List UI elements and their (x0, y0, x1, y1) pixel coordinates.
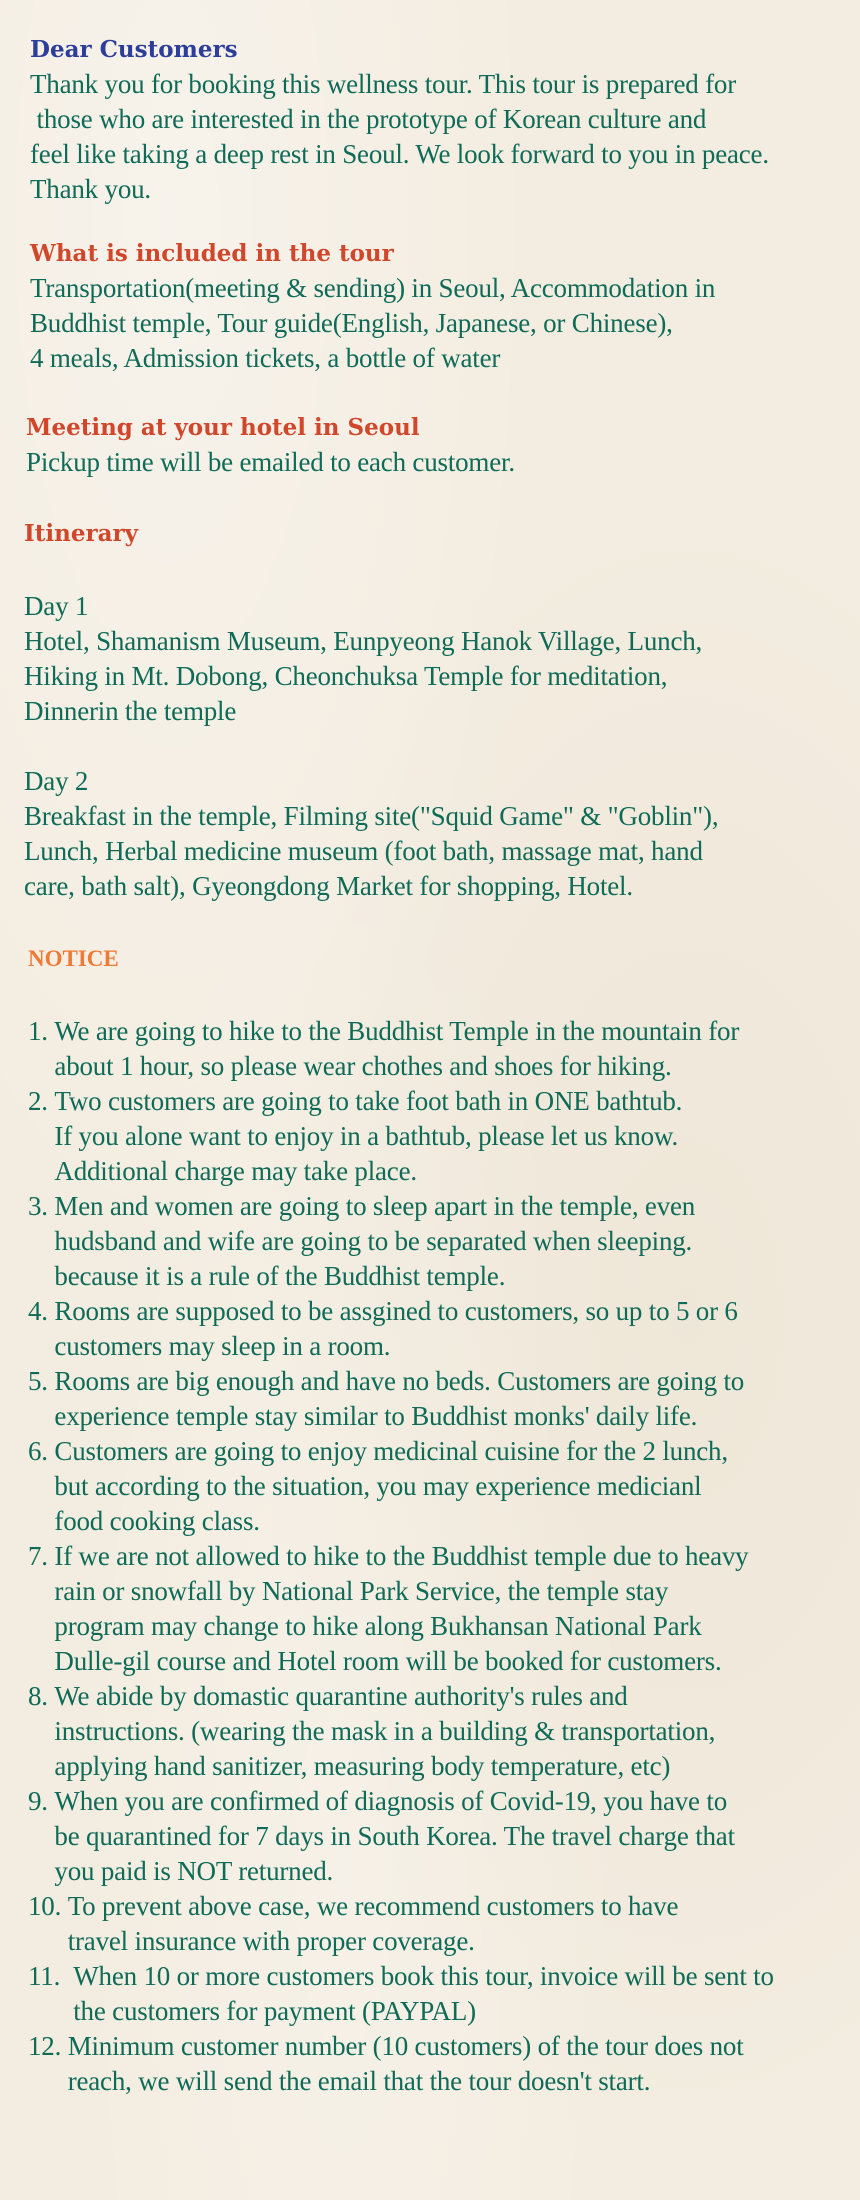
notice-line: We are going to hike to the Buddhist Temple in the mountain for (54, 1016, 740, 1046)
itinerary-day-2 (24, 764, 844, 904)
day-line: care, bath salt), Gyeongdong Market for shopping, Hotel. (24, 871, 633, 901)
notice-line: be quarantined for 7 days in South Korea. The travel charge that (54, 1821, 735, 1851)
included-section (30, 240, 850, 376)
notice-line: When 10 or more customers book this tour, invoice will be sent to (73, 1961, 774, 1991)
notice-number: 2. (28, 1086, 55, 1116)
included-line: Buddhist temple, Tour guide(English, Japanese, or Chinese), (30, 308, 673, 338)
notice-number: 7. (28, 1541, 55, 1571)
notice-item (28, 1959, 854, 2029)
notice-line: travel insurance with proper coverage. (67, 1926, 475, 1956)
notice-line: Minimum customer number (10 customers) of the tour does not (67, 2031, 744, 2061)
notice-line: applying hand sanitizer, measuring body temperature, etc) (54, 1751, 671, 1781)
notice-item (28, 1434, 854, 1539)
notice-number: 9. (28, 1786, 55, 1816)
notice-number: 4. (28, 1296, 55, 1326)
notice-line: Two customers are going to take foot bath in ONE bathtub. (54, 1086, 683, 1116)
notice-line: We abide by domastic quarantine authority's rules and (54, 1681, 628, 1711)
day-line: Hiking in Mt. Dobong, Cheonchuksa Temple for meditation, (24, 661, 668, 691)
notice-number: 11. (28, 1961, 74, 1991)
included-line: Transportation(meeting & sending) in Seoul, Accommodation in (30, 273, 716, 303)
day-label: Day 1 (24, 591, 89, 621)
notice-number: 5. (28, 1366, 55, 1396)
notice-number: 1. (28, 1016, 55, 1046)
notice-line: Customers are going to enjoy medicinal cuisine for the 2 lunch, (54, 1436, 728, 1466)
itinerary-title: Itinerary (24, 520, 138, 547)
notice-number: 10. (28, 1891, 68, 1921)
notice-item (28, 1294, 854, 1364)
notice-line: but according to the situation, you may experience medicianl (54, 1471, 702, 1501)
notice-item (28, 1889, 854, 1959)
notice-line: rain or snowfall by National Park Service, the temple stay (54, 1576, 669, 1606)
included-title: What is included in the tour (30, 240, 394, 267)
notice-item (28, 1364, 854, 1434)
notice-line: Men and women are going to sleep apart in the temple, even (54, 1191, 696, 1221)
notice-number: 6. (28, 1436, 55, 1466)
included-line: 4 meals, Admission tickets, a bottle of water (30, 343, 501, 373)
notice-line: When you are confirmed of diagnosis of Covid-19, you have to (54, 1786, 727, 1816)
day-line: Breakfast in the temple, Filming site("Squid Game" & "Goblin"), (24, 801, 719, 831)
greeting-title: Dear Customers (30, 36, 238, 63)
itinerary-day-1 (24, 589, 844, 729)
meeting-title: Meeting at your hotel in Seoul (26, 414, 420, 441)
notice-line: Rooms are supposed to be assgined to customers, so up to 5 or 6 (54, 1296, 738, 1326)
greeting-line: feel like taking a deep rest in Seoul. We look forward to you in peace. (30, 139, 769, 169)
notice-line: If you alone want to enjoy in a bathtub, please let us know. (54, 1121, 679, 1151)
meeting-line: Pickup time will be emailed to each customer. (26, 447, 515, 477)
notice-number: 8. (28, 1681, 55, 1711)
notice-list (28, 1014, 854, 2099)
day-line: Dinnerin the temple (24, 696, 237, 726)
notice-line: because it is a rule of the Buddhist temple. (54, 1261, 506, 1291)
notice-item (28, 1014, 854, 1084)
notice-title: NOTICE (28, 946, 119, 971)
greeting-line: those who are interested in the prototype of Korean culture and (30, 104, 707, 134)
itinerary-section (24, 520, 844, 904)
day-line: Lunch, Herbal medicine museum (foot bath, massage mat, hand (24, 836, 703, 866)
notice-line: reach, we will send the email that the tour doesn't start. (67, 2066, 651, 2096)
notice-number: 3. (28, 1191, 55, 1221)
notice-line: hudsband and wife are going to be separated when sleeping. (54, 1226, 693, 1256)
day-line: Hotel, Shamanism Museum, Eunpyeong Hanok Village, Lunch, (24, 626, 703, 656)
notice-line: the customers for payment (PAYPAL) (73, 1996, 476, 2026)
notice-line: If we are not allowed to hike to the Buddhist temple due to heavy (54, 1541, 749, 1571)
greeting-line: Thank you for booking this wellness tour. This tour is prepared for (30, 69, 736, 99)
notice-line: To prevent above case, we recommend customers to have (67, 1891, 679, 1921)
notice-line: Additional charge may take place. (54, 1156, 417, 1186)
notice-line: you paid is NOT returned. (54, 1856, 334, 1886)
notice-item (28, 1679, 854, 1784)
notice-line: instructions. (wearing the mask in a building & transportation, (54, 1716, 716, 1746)
notice-line: food cooking class. (54, 1506, 260, 1536)
notice-line: Rooms are big enough and have no beds. Customers are going to (54, 1366, 745, 1396)
notice-line: program may change to hike along Bukhansan National Park (54, 1611, 702, 1641)
notice-item (28, 1784, 854, 1889)
greeting-line: Thank you. (30, 174, 151, 204)
greeting-section (30, 36, 850, 207)
notice-section (28, 946, 854, 2099)
notice-line: customers may sleep in a room. (54, 1331, 391, 1361)
meeting-section (26, 414, 846, 480)
notice-item (28, 2029, 854, 2099)
notice-item (28, 1189, 854, 1294)
notice-item (28, 1539, 854, 1679)
notice-line: Dulle-gil course and Hotel room will be booked for customers. (54, 1646, 722, 1676)
notice-line: about 1 hour, so please wear chothes and shoes for hiking. (54, 1051, 672, 1081)
notice-number: 12. (28, 2031, 68, 2061)
day-label: Day 2 (24, 766, 89, 796)
notice-line: experience temple stay similar to Buddhist monks' daily life. (54, 1401, 698, 1431)
notice-item (28, 1084, 854, 1189)
